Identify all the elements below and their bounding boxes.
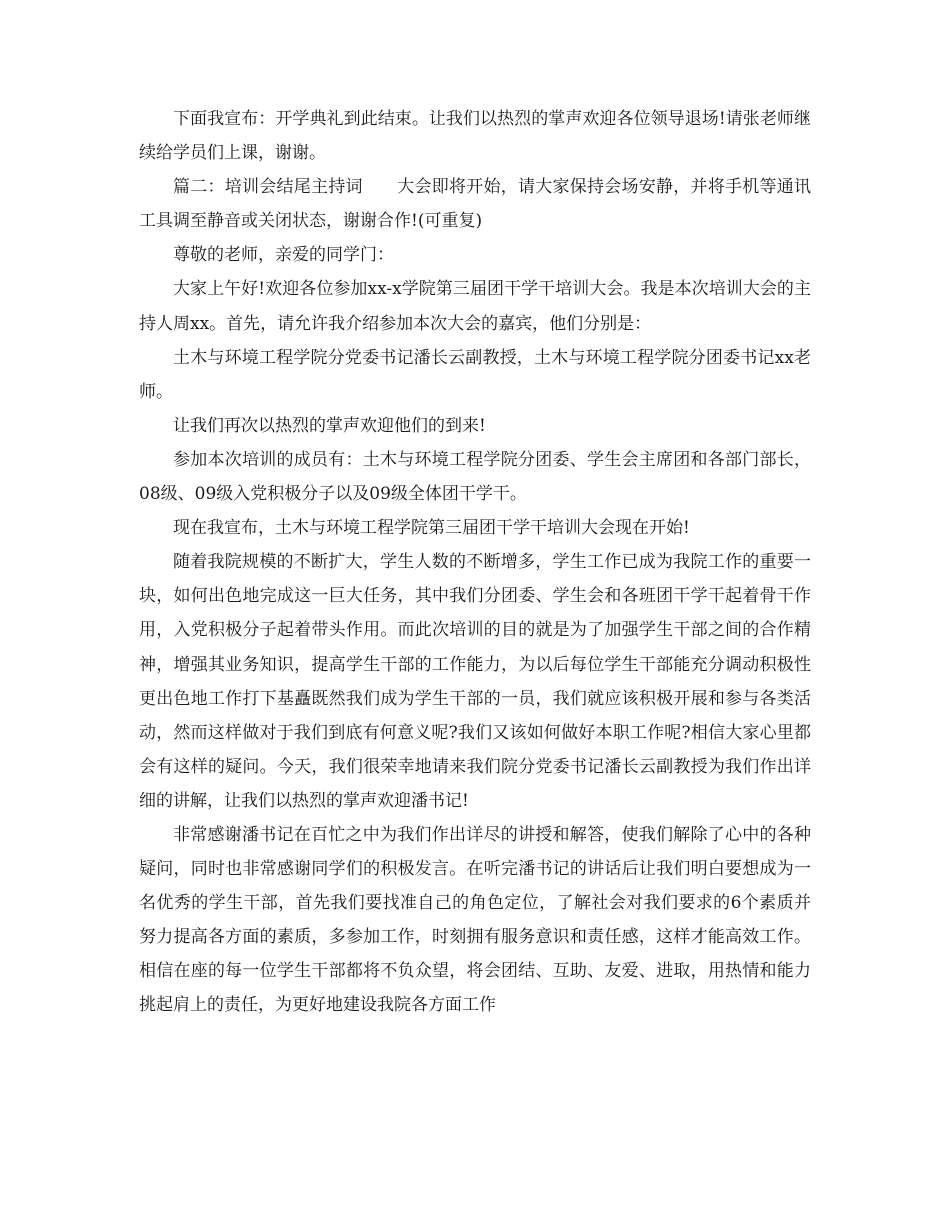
paragraph-training-purpose: 随着我院规模的不断扩大，学生人数的不断增多，学生工作已成为我院工作的重要一块，如何出色地完成这一巨大任务，其中我们分团委、学生会和各班团干学干起着骨干作用，入党积极分子起着带头作用。而此次培训的目的就是为了加强学生干部之间的合作精神，增强其业务知识，提高学生干部的工作能力，为以后每位学生干部能充分调动积极性更出色地工作打下基矗既然我们成为学生干部的一员，我们就应该积极开展和参与各类活动，然而这样做对于我们到底有何意义呢?我们又该如何做好本职工作呢?相信大家心里都会有这样的疑问。今天，我们很荣幸地请来我们院分党委书记潘长云副教授为我们作出详细的讲解，让我们以热烈的掌声欢迎潘书记! xyxy=(139,552,811,811)
paragraph-section-two-heading: 篇二：培训会结尾主持词 大会即将开始，请大家保持会场安静，并将手机等通讯工具调至静音或关闭状态，谢谢合作!(可重复) xyxy=(139,177,811,232)
paragraph-thanks: 非常感谢潘书记在百忙之中为我们作出详尽的讲授和解答，使我们解除了心中的各种疑问，同时也非常感谢同学们的积极发言。在听完潘书记的讲话后让我们明白要想成为一名优秀的学生干部，首先我们要找准自己的角色定位，了解社会对我们要求的6个素质并努力提高各方面的素质，多参加工作，时刻拥有服务意识和责任感，这样才能高效工作。相信在座的每一位学生干部都将不负众望，将会团结、互助、友爱、进取，用热情和能力挑起肩上的责任，为更好地建设我院各方面工作 xyxy=(139,824,811,1016)
paragraph-welcome: 大家上午好!欢迎各位参加xx-x学院第三届团干学干培训大会。我是本次培训大会的主持人周xx。首先，请允许我介绍参加本次大会的嘉宾，他们分别是： xyxy=(139,279,811,334)
paragraph-guests: 土木与环境工程学院分党委书记潘长云副教授，土木与环境工程学院分团委书记xx老师。 xyxy=(139,347,811,402)
paragraph-opening-declaration: 现在我宣布，土木与环境工程学院第三届团干学干培训大会现在开始! xyxy=(173,518,690,539)
paragraph-closing-announcement: 下面我宣布：开学典礼到此结束。让我们以热烈的掌声欢迎各位领导退场!请张老师继续给学员们上课，谢谢。 xyxy=(139,109,811,164)
paragraph-greeting: 尊敬的老师，亲爱的同学门： xyxy=(173,245,394,266)
paragraph-participants: 参加本次培训的成员有：土木与环境工程学院分团委、学生会主席团和各部门部长，08级、09级入党积极分子以及09级全体团干学干。 xyxy=(139,449,811,505)
paragraph-applause: 让我们再次以热烈的掌声欢迎他们的到来! xyxy=(173,415,486,436)
document-body xyxy=(139,102,811,1023)
